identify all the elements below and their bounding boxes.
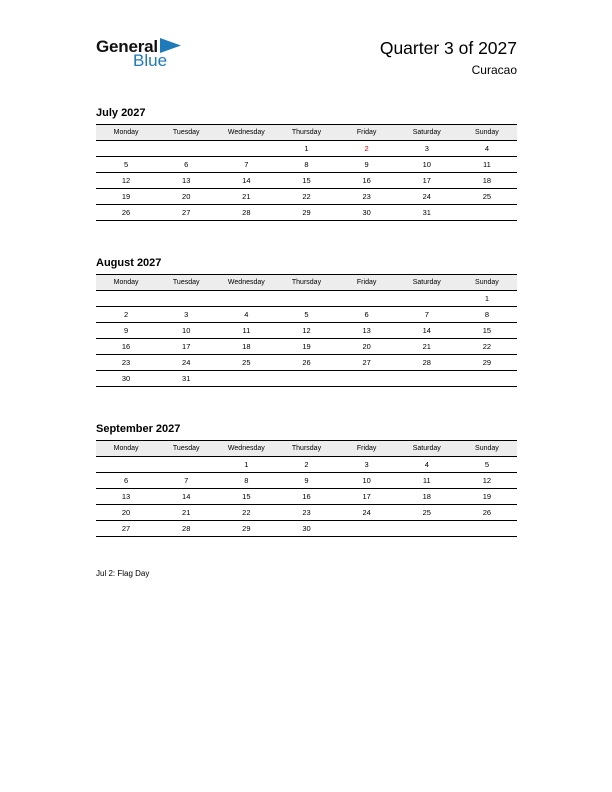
date-cell: 14 [156,489,216,505]
date-cell: 7 [156,473,216,489]
date-cell: 27 [96,521,156,537]
date-cell: 16 [337,173,397,189]
date-cell: 9 [96,323,156,339]
empty-cell [216,371,276,387]
empty-cell [457,205,517,221]
date-cell: 18 [216,339,276,355]
date-cell: 2 [276,457,336,473]
date-cell: 28 [156,521,216,537]
date-row [96,141,517,157]
august-calendar-table [96,274,517,387]
date-row [96,323,517,339]
date-cell: 11 [397,473,457,489]
date-cell: 11 [457,157,517,173]
holiday-note: Jul 2: Flag Day [96,569,150,578]
empty-cell [156,457,216,473]
weekday-header: Monday [96,125,156,141]
weekday-header-row [96,441,517,457]
date-cell: 1 [276,141,336,157]
date-cell: 10 [156,323,216,339]
date-cell: 16 [96,339,156,355]
empty-cell [96,291,156,307]
empty-cell [276,371,336,387]
month-title: August 2027 [96,257,162,269]
date-cell: 2 [337,141,397,157]
date-row [96,205,517,221]
date-row [96,157,517,173]
weekday-header: Sunday [457,275,517,291]
date-cell: 21 [397,339,457,355]
date-cell: 23 [276,505,336,521]
date-cell: 15 [457,323,517,339]
date-cell: 12 [276,323,336,339]
empty-cell [337,371,397,387]
date-cell: 29 [457,355,517,371]
date-row [96,371,517,387]
date-cell: 28 [397,355,457,371]
date-cell: 26 [96,205,156,221]
date-cell: 8 [276,157,336,173]
empty-cell [96,457,156,473]
date-cell: 7 [397,307,457,323]
date-cell: 25 [457,189,517,205]
weekday-header: Tuesday [156,125,216,141]
empty-cell [397,371,457,387]
empty-cell [156,291,216,307]
empty-cell [457,521,517,537]
empty-cell [276,291,336,307]
date-cell: 10 [337,473,397,489]
month-title: September 2027 [96,423,181,435]
empty-cell [216,141,276,157]
logo-text-general: General [96,37,158,56]
weekday-header: Thursday [276,125,336,141]
date-row [96,521,517,537]
date-cell: 25 [216,355,276,371]
weekday-header: Wednesday [216,125,276,141]
weekday-header: Saturday [397,441,457,457]
date-cell: 16 [276,489,336,505]
date-cell: 17 [156,339,216,355]
date-cell: 25 [397,505,457,521]
date-cell: 8 [216,473,276,489]
date-cell: 13 [337,323,397,339]
weekday-header: Friday [337,441,397,457]
date-cell: 19 [276,339,336,355]
date-cell: 5 [276,307,336,323]
date-cell: 3 [156,307,216,323]
date-cell: 9 [337,157,397,173]
date-cell: 4 [397,457,457,473]
date-cell: 26 [457,505,517,521]
date-cell: 1 [216,457,276,473]
date-cell: 2 [96,307,156,323]
date-cell: 14 [216,173,276,189]
weekday-header-row [96,125,517,141]
weekday-header: Sunday [457,125,517,141]
date-cell: 4 [457,141,517,157]
date-cell: 24 [397,189,457,205]
date-row [96,457,517,473]
date-cell: 17 [397,173,457,189]
date-cell: 13 [156,173,216,189]
date-cell: 23 [96,355,156,371]
date-cell: 22 [276,189,336,205]
date-cell: 18 [397,489,457,505]
july-calendar-table [96,124,517,221]
logo-text-blue: Blue [133,51,168,70]
date-cell: 15 [216,489,276,505]
empty-cell [337,521,397,537]
weekday-header: Thursday [276,441,336,457]
date-cell: 10 [397,157,457,173]
date-row [96,505,517,521]
weekday-header: Saturday [397,275,457,291]
page-header [0,0,612,77]
empty-cell [216,291,276,307]
date-cell: 29 [276,205,336,221]
empty-cell [337,291,397,307]
date-cell: 14 [397,323,457,339]
date-cell: 22 [216,505,276,521]
date-cell: 11 [216,323,276,339]
date-cell: 27 [156,205,216,221]
date-cell: 31 [156,371,216,387]
weekday-header: Wednesday [216,275,276,291]
date-cell: 15 [276,173,336,189]
september-calendar-table [96,440,517,537]
weekday-header: Thursday [276,275,336,291]
date-cell: 1 [457,291,517,307]
date-cell: 6 [337,307,397,323]
date-cell: 17 [337,489,397,505]
weekday-header: Monday [96,441,156,457]
empty-cell [457,371,517,387]
date-cell: 19 [96,189,156,205]
date-cell: 26 [276,355,336,371]
general-blue-logo [96,38,181,69]
date-cell: 24 [156,355,216,371]
weekday-header-row [96,275,517,291]
title-block [380,38,517,77]
date-cell: 28 [216,205,276,221]
date-cell: 20 [337,339,397,355]
weekday-header: Wednesday [216,441,276,457]
date-cell: 21 [216,189,276,205]
date-cell: 9 [276,473,336,489]
date-cell: 13 [96,489,156,505]
date-cell: 19 [457,489,517,505]
date-cell: 30 [276,521,336,537]
date-cell: 30 [337,205,397,221]
empty-cell [96,141,156,157]
empty-cell [156,141,216,157]
date-cell: 3 [337,457,397,473]
date-row [96,339,517,355]
date-cell: 20 [156,189,216,205]
date-cell: 12 [457,473,517,489]
date-cell: 5 [457,457,517,473]
date-cell: 8 [457,307,517,323]
empty-cell [397,521,457,537]
weekday-header: Saturday [397,125,457,141]
month-section-september [96,423,517,537]
empty-cell [397,291,457,307]
weekday-header: Friday [337,125,397,141]
date-row [96,355,517,371]
page-title: Quarter 3 of 2027 [379,38,517,58]
date-cell: 5 [96,157,156,173]
date-row [96,473,517,489]
date-cell: 18 [457,173,517,189]
date-row [96,307,517,323]
date-cell: 3 [397,141,457,157]
date-cell: 7 [216,157,276,173]
date-cell: 24 [337,505,397,521]
date-cell: 6 [156,157,216,173]
date-cell: 31 [397,205,457,221]
date-cell: 6 [96,473,156,489]
month-section-july [96,107,517,221]
date-cell: 20 [96,505,156,521]
date-row [96,189,517,205]
month-title: July 2027 [96,107,146,119]
date-cell: 21 [156,505,216,521]
date-cell: 30 [96,371,156,387]
date-row [96,291,517,307]
weekday-header: Tuesday [156,275,216,291]
date-cell: 23 [337,189,397,205]
weekday-header: Tuesday [156,441,216,457]
weekday-header: Monday [96,275,156,291]
date-cell: 29 [216,521,276,537]
date-row [96,173,517,189]
date-row [96,489,517,505]
page-subtitle: Curacao [471,63,517,77]
weekday-header: Friday [337,275,397,291]
date-cell: 22 [457,339,517,355]
weekday-header: Sunday [457,441,517,457]
date-cell: 4 [216,307,276,323]
month-section-august [96,257,517,387]
date-cell: 12 [96,173,156,189]
date-cell: 27 [337,355,397,371]
